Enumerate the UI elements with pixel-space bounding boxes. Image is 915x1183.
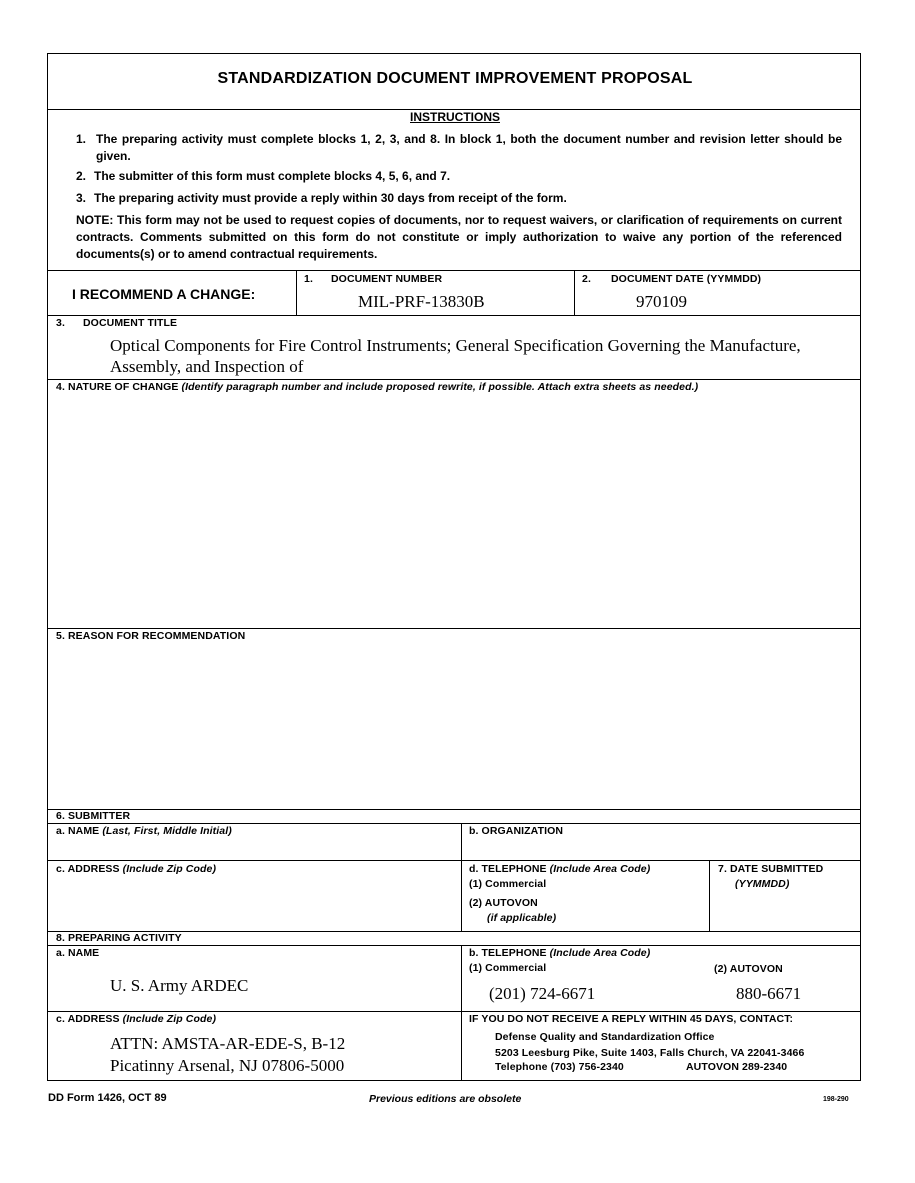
divider xyxy=(48,945,860,946)
instruction-text: The preparing activity must complete blocks 1, 2, 3, and 8. In block 1, both the document number and revision letter should be given. xyxy=(96,132,842,163)
instruction-item xyxy=(76,131,842,165)
divider xyxy=(574,270,575,315)
contact-line2: 5203 Leesburg Pike, Suite 1403, Falls Church, VA 22041-3466 xyxy=(495,1047,805,1059)
divider xyxy=(48,270,860,271)
dd-form-1426 xyxy=(47,53,861,1081)
instruction-text: The preparing activity must provide a reply within 30 days from receipt of the form. xyxy=(94,191,567,205)
submitter-phone-commercial[interactable]: (1) Commercial xyxy=(469,878,547,890)
preparing-address-line1[interactable]: ATTN: AMSTA-AR-EDE-S, B-12 xyxy=(110,1034,346,1053)
contact-line3: Telephone (703) 756-2340 xyxy=(495,1061,624,1073)
doc-title-label: DOCUMENT TITLE xyxy=(83,317,178,329)
preparing-name-value[interactable]: U. S. Army ARDEC xyxy=(110,976,249,995)
contact-line1: Defense Quality and Standardization Office xyxy=(495,1031,715,1043)
preparing-phone-hint: (Include Area Code) xyxy=(549,947,651,959)
submitter-phone-autovon[interactable]: (2) AUTOVON xyxy=(469,897,538,909)
nature-of-change-hint: (Identify paragraph number and include proposed rewrite, if possible. Attach extra sheets as needed.) xyxy=(181,381,699,393)
doc-title-line2[interactable]: Assembly, and Inspection of xyxy=(110,357,304,376)
divider xyxy=(48,1011,860,1012)
doc-title-line1[interactable]: Optical Components for Fire Control Instruments; General Specification Governing the Manufacture, xyxy=(110,336,801,355)
instruction-note: NOTE: This form may not be used to request copies of documents, nor to request waivers, or clarification of requirements on current contracts. Comments submitted on this form do not constitute or imply authorization to waive any portion of the referenced documents(s) or to amend contractual requirements. xyxy=(76,213,842,261)
submitter-address-hint: (Include Zip Code) xyxy=(122,863,217,875)
nature-of-change-label xyxy=(56,381,698,393)
preparing-name-label: a. NAME xyxy=(56,947,100,959)
divider xyxy=(48,379,860,380)
submitter-name-field[interactable] xyxy=(48,838,460,860)
preparing-commercial-label: (1) Commercial xyxy=(469,962,547,974)
doc-number-num: 1. xyxy=(304,273,313,285)
submitter-name-title: a. NAME xyxy=(56,825,100,837)
nature-of-change-title: 4. NATURE OF CHANGE xyxy=(56,381,179,393)
doc-date-label: DOCUMENT DATE (YYMMDD) xyxy=(611,273,762,285)
submitter-phone-label xyxy=(469,863,650,875)
date-submitted-field[interactable] xyxy=(710,892,860,930)
doc-number-value[interactable]: MIL-PRF-13830B xyxy=(358,292,485,311)
doc-title-num: 3. xyxy=(56,317,65,329)
divider xyxy=(48,315,860,316)
preparing-activity-label: 8. PREPARING ACTIVITY xyxy=(56,932,182,944)
submitter-address-field[interactable] xyxy=(48,876,460,930)
preparing-address-label xyxy=(56,1013,216,1025)
submitter-address-title: c. ADDRESS xyxy=(56,863,120,875)
doc-date-value[interactable]: 970109 xyxy=(636,292,687,311)
divider xyxy=(296,270,297,315)
form-identifier: DD Form 1426, OCT 89 xyxy=(48,1092,167,1104)
recommend-change-label: I RECOMMEND A CHANGE: xyxy=(72,286,256,302)
preparing-phone-label xyxy=(469,947,650,959)
doc-number-label: DOCUMENT NUMBER xyxy=(331,273,443,285)
reason-label: 5. REASON FOR RECOMMENDATION xyxy=(56,630,246,642)
divider xyxy=(48,628,860,629)
submitter-phone-autovon-hint: (if applicable) xyxy=(487,912,557,924)
instruction-number: 2. xyxy=(76,169,87,183)
contact-autovon: AUTOVON 289-2340 xyxy=(686,1061,788,1073)
doc-date-num: 2. xyxy=(582,273,591,285)
submitter-org-label: b. ORGANIZATION xyxy=(469,825,564,837)
instruction-text: The submitter of this form must complete blocks 4, 5, 6, and 7. xyxy=(94,169,451,183)
submitter-phone-hint: (Include Area Code) xyxy=(549,863,651,875)
submitter-org-field[interactable] xyxy=(462,838,860,860)
preparing-commercial-value[interactable]: (201) 724-6671 xyxy=(489,984,596,1003)
preparing-autovon-label: (2) AUTOVON xyxy=(714,963,783,975)
submitter-address-label xyxy=(56,863,216,875)
divider xyxy=(48,860,860,861)
instruction-number: 3. xyxy=(76,191,87,205)
submitter-label: 6. SUBMITTER xyxy=(56,810,131,822)
nature-of-change-field[interactable] xyxy=(48,396,860,626)
preparing-address-line2[interactable]: Picatinny Arsenal, NJ 07806-5000 xyxy=(110,1056,345,1075)
preparing-address-hint: (Include Zip Code) xyxy=(122,1013,217,1025)
reason-field[interactable] xyxy=(48,645,860,807)
submitter-name-label xyxy=(56,825,232,837)
date-submitted-label: 7. DATE SUBMITTED xyxy=(718,863,824,875)
instructions-heading: INSTRUCTIONS xyxy=(410,110,500,124)
preparing-autovon-value[interactable]: 880-6671 xyxy=(736,984,802,1003)
submitter-phone-title: d. TELEPHONE xyxy=(469,863,547,875)
previous-editions-note: Previous editions are obsolete xyxy=(369,1093,522,1105)
divider xyxy=(461,945,462,1080)
form-title: STANDARDIZATION DOCUMENT IMPROVEMENT PROPOSAL xyxy=(217,70,693,87)
divider xyxy=(48,823,860,824)
divider xyxy=(48,809,860,810)
instruction-number: 1. xyxy=(76,132,87,146)
instruction-item xyxy=(76,190,842,207)
preparing-phone-title: b. TELEPHONE xyxy=(469,947,547,959)
contact-heading: IF YOU DO NOT RECEIVE A REPLY WITHIN 45 DAYS, CONTACT: xyxy=(469,1013,794,1025)
instruction-item xyxy=(76,168,842,185)
form-code: 198-290 xyxy=(823,1096,849,1103)
preparing-address-title: c. ADDRESS xyxy=(56,1013,120,1025)
submitter-name-hint: (Last, First, Middle Initial) xyxy=(102,825,232,837)
date-submitted-hint: (YYMMDD) xyxy=(735,878,790,890)
